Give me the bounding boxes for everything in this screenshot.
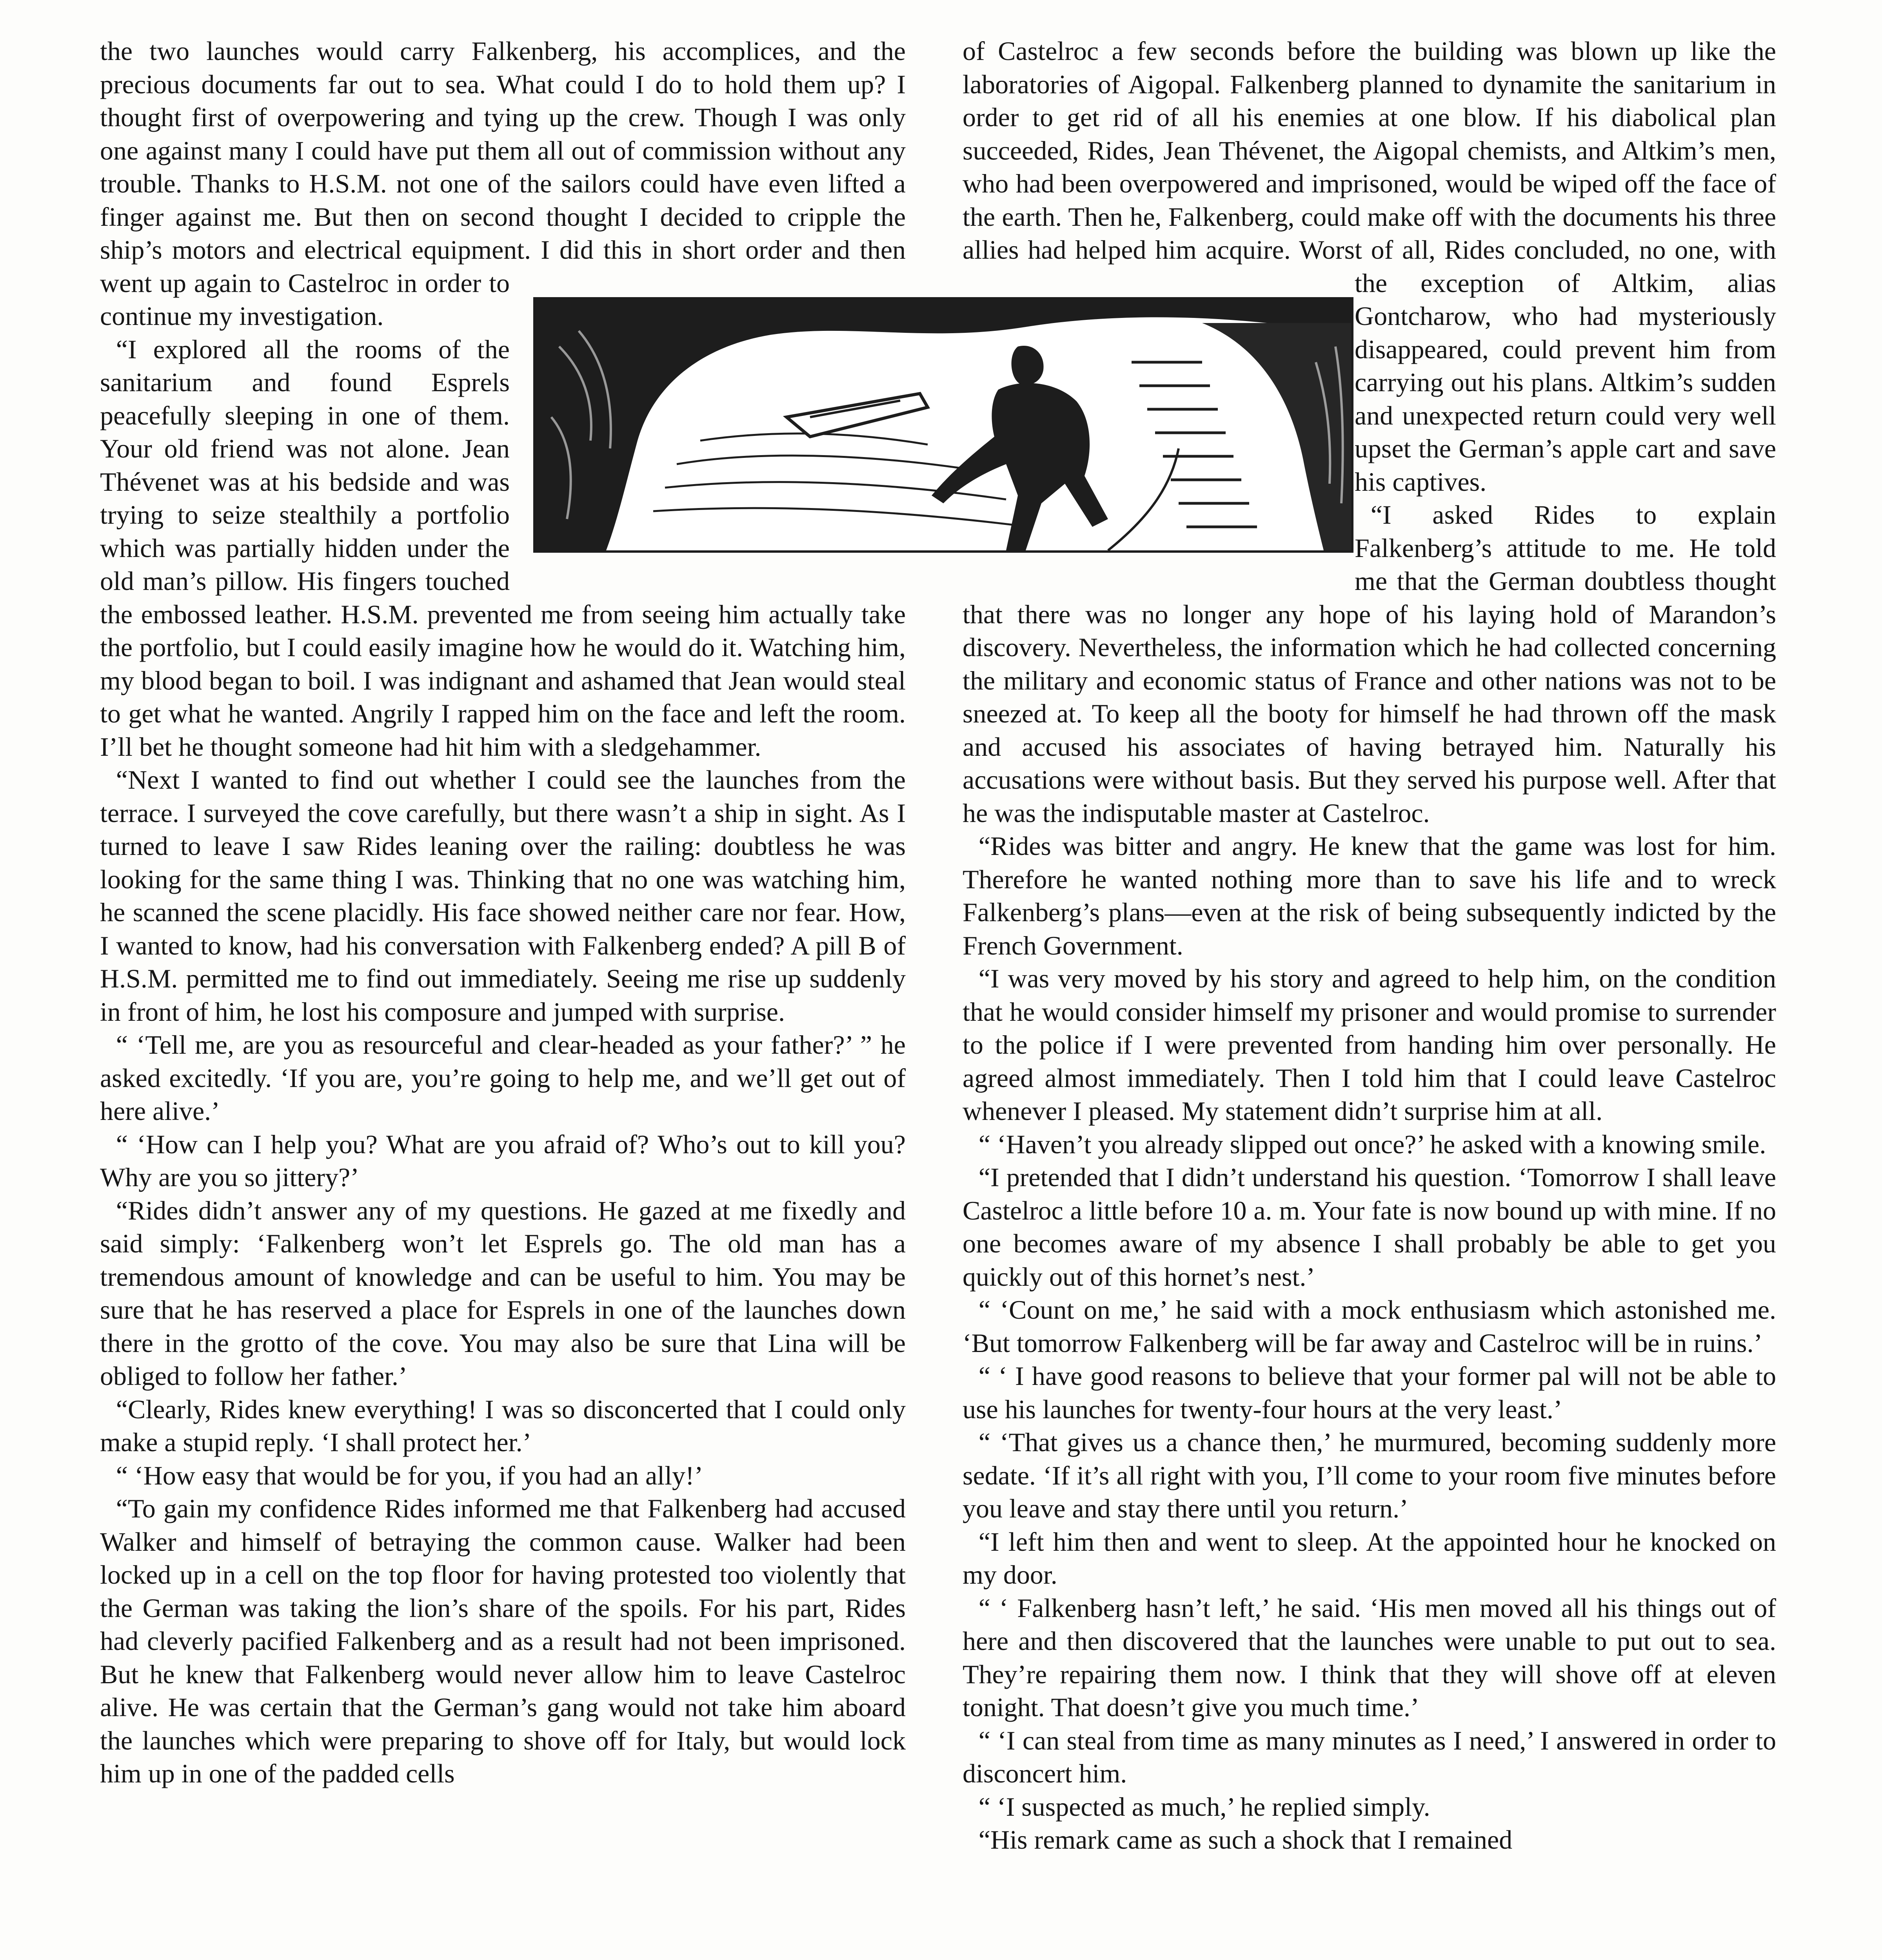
paragraph: “I asked Rides to explain Falkenberg’s attitude to me. He told me that the German doubtless thought that there was no longer any hope of his laying hold of Marandon’s discovery. Nevertheless, the information which he had collected concerning the military and economic status of France and other nations was not to be sneezed at. To keep all the booty for himself he had thrown off the mask and accused his associates of having betrayed him. Naturally his accusations were without basis. But they served his purpose well. After that he was the indisputable master at Castelroc. (963, 500, 1776, 828)
paragraph: “I left him then and went to sleep. At the appointed hour he knocked on my door. (963, 1526, 1776, 1590)
paragraph: “Rides was bitter and angry. He knew that the game was lost for him. Therefore he wanted nothing more than to save his life and to wreck Falkenberg’s plans—even at the risk of being subsequently indicted by the French Government. (963, 831, 1776, 960)
paragraph: “I was very moved by his story and agreed to help him, on the condition that he would consider himself my prisoner and would promise to surrender to the police if I were prevented from handing him over personally. He agreed almost immediately. Then I told him that I could leave Castelroc whenever I pleased. My statement didn’t surprise him at all. (963, 964, 1776, 1126)
paragraph: “Clearly, Rides knew everything! I was so disconcerted that I could only make a stupid reply. ‘I shall protect her.’ (100, 1394, 906, 1457)
paragraph: “To gain my confidence Rides informed me that Falkenberg had accused Walker and himself of betraying the common cause. Walker had been locked up in a cell on the top floor for having protested too violently that the German was taking the lion’s share of the spoils. For his part, Rides had cleverly pacified Falkenberg and as a result had not been imprisoned. But he knew that Falkenberg would never allow him to leave Castelroc alive. He was certain that the German’s gang would not take him aboard the launches which were preparing to shove off for Italy, but would lock him up in one of the padded cells (100, 1494, 906, 1788)
paragraph: “ ‘How can I help you? What are you afraid of? Who’s out to kill you? Why are you so jittery?’ (100, 1129, 906, 1192)
paragraph: “ ‘That gives us a chance then,’ he murmured, becoming suddenly more sedate. ‘If it’s all right with you, I’ll come to your room five minutes before you leave and stay there until you return.’ (963, 1427, 1776, 1523)
paragraph: “ ‘I suspected as much,’ he replied simply. (978, 1791, 1430, 1822)
paragraph: “His remark came as such a shock that I remained (978, 1825, 1513, 1855)
grotto-drawing (536, 299, 1351, 550)
paragraph: “ ‘Tell me, are you as resourceful and clear-headed as your father?’ ” he asked excitedly. ‘If you are, you’re going to help me, and we’ll get out of here alive.’ (100, 1030, 906, 1126)
paragraph: “ ‘ I have good reasons to believe that your former pal will not be able to use his launches for twenty-four hours at the very least.’ (963, 1361, 1776, 1424)
paragraph: “Next I wanted to find out whether I could see the launches from the terrace. I surveyed the cove carefully, but there wasn’t a ship in sight. As I turned to leave I saw Rides leaning over the railing: doubtless he was looking for the same thing I was. Thinking that no one was watching him, he scanned the scene placidly. His face showed neither care nor fear. How, I wanted to know, had his conversation with Falkenberg ended? A pill B of H.S.M. permitted me to find out immediately. Seeing me rise up suddenly in front of him, he lost his composure and jumped with surprise. (100, 765, 906, 1027)
paragraph: “I explored all the rooms of the sanitarium and found Esprels peacefully sleeping in one of them. Your old friend was not alone. Jean Thévenet was at his bedside and was trying to seize stealthily a portfolio which was partially hidden under the old man’s pillow. His fingers touched the embossed leather. H.S.M. prevented me from seeing him actually take the portfolio, but I could easily imagine how he would do it. Watching him, my blood began to boil. I was indignant and ashamed that Jean would steal to get what he wanted. Angrily I rapped him on the face and left the room. I’ll bet he thought someone had hit him with a sledgehammer. (100, 334, 906, 762)
paragraph: the two launches would carry Falkenberg, his accomplices, and the precious documents far out to sea. What could I do to hold them up? I thought first of overpowering and tying up the crew. Though I was only one against many I could have put them all out of commission without any trouble. Thanks to H.S.M. not one of the sailors could have even lifted a finger against me. But then on second thought I decided to cripple the ship’s motors and electrical equipment. I did this in short order and then went up again to Castelroc in order to continue my investigation. (100, 36, 906, 331)
grotto-illustration (533, 297, 1353, 553)
paragraph: “I pretended that I didn’t understand his question. ‘Tomorrow I shall leave Castelroc a little before 10 a. m. Your fate is now bound up with mine. If no one becomes aware of my absence I shall probably be able to get you quickly out of this hornet’s nest.’ (963, 1162, 1776, 1292)
paragraph: “ ‘I can steal from time as many minutes as I need,’ I answered in order to disconcert him. (963, 1725, 1776, 1788)
paragraph: of Castelroc a few seconds before the building was blown up like the laboratories of Aigopal. Falkenberg planned to dynamite the sanitarium in order to get rid of all his enemies at one blow. If his diabolical plan succeeded, Rides, Jean Thévenet, the Aigopal chemists, and Altkim’s men, who had been overpowered and imprisoned, would be wiped off the face of the earth. Then he, Falkenberg, could make off with the documents his three allies had helped him acquire. Worst of all, Rides concluded, no one, with the exception of Altkim, alias Gontcharow, who had mysteriously disappeared, could prevent him from carrying out his plans. Altkim’s sudden and unexpected return could very well upset the German’s apple cart and save his captives. (963, 36, 1776, 497)
paragraph: “ ‘Haven’t you already slipped out once?’ he asked with a knowing smile. (978, 1129, 1766, 1159)
paragraph: “ ‘How easy that would be for you, if you had an ally!’ (116, 1460, 703, 1490)
paragraph: “ ‘ Falkenberg hasn’t left,’ he said. ‘His men moved all his things out of here and then discovered that the launches were unable to put out to sea. They’re repairing them now. I think that they will shove off at eleven tonight. That doesn’t give you much time.’ (963, 1593, 1776, 1722)
paragraph: “ ‘Count on me,’ he said with a mock enthusiasm which astonished me. ‘But tomorrow Falkenberg will be far away and Castelroc will be in ruins.’ (963, 1295, 1776, 1358)
paragraph: “Rides didn’t answer any of my questions. He gazed at me fixedly and said simply: ‘Falkenberg won’t let Esprels go. The old man has a tremendous amount of knowledge and can be useful to him. You may be sure that he has reserved a place for Esprels in one of the launches down there in the grotto of the cove. You may also be sure that Lina will be obliged to follow her father.’ (100, 1195, 906, 1391)
